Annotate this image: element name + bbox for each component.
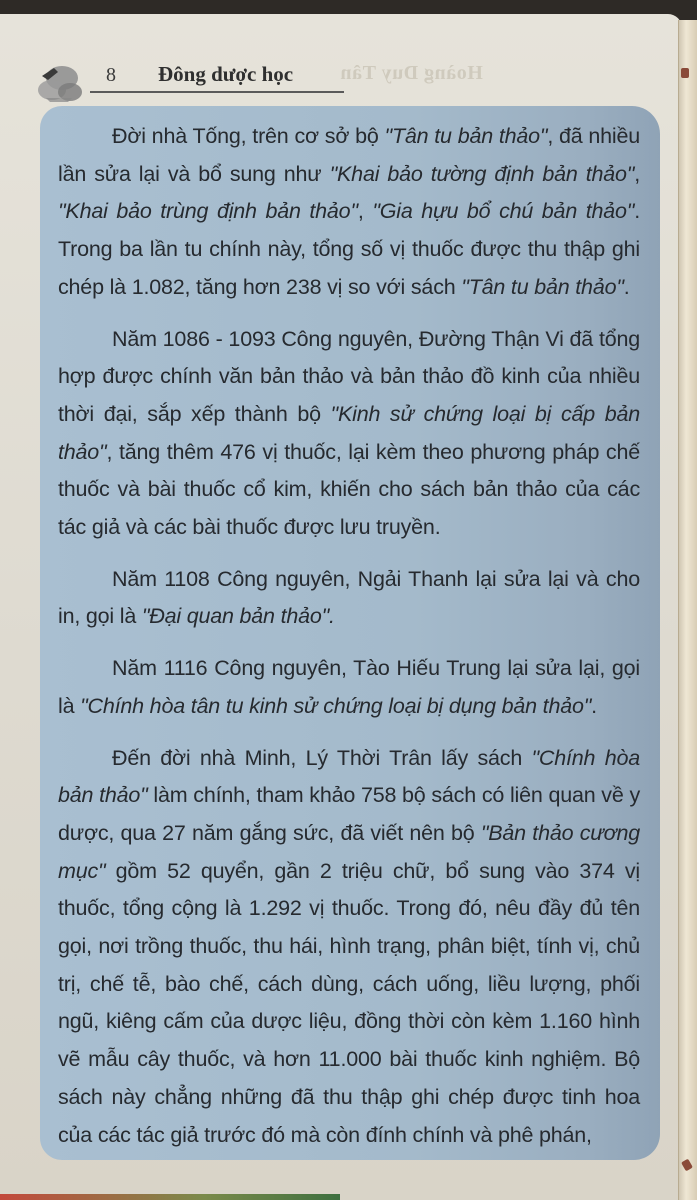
text-run: . Trong ba lần tu chính này, tổng số vị thuốc được thu thập ghi chép là 1.082, tăng hơn 238 vị so với sách xyxy=(58,199,641,299)
running-title: Đông dược học xyxy=(158,62,294,86)
text-run: Đến đời nhà Minh, Lý Thời Trân lấy sách xyxy=(112,745,532,770)
book-title-italic: "Đại quan bản thảo". xyxy=(141,604,335,629)
book-title-italic: "Kinh sử chứng loại bị cấp bản thảo" xyxy=(58,401,640,464)
text-run: , xyxy=(634,161,640,186)
text-run: làm chính, tham khảo 758 bộ sách có liên quan về y dược, qua 27 năm gắng sức, đã viết nên bộ xyxy=(58,783,640,845)
text-run: . xyxy=(591,693,597,718)
book-title-italic: "Chính hòa bản thảo" xyxy=(58,745,640,808)
body-paragraph xyxy=(58,118,640,307)
text-run: Năm 1116 Công nguyên, Tào Hiếu Trung lại sửa lại, gọi là xyxy=(58,656,640,718)
text-run: Năm 1086 - 1093 Công nguyên, Đường Thận Vi đã tổng hợp được chính văn bản thảo và bản thảo đồ kinh của nhiều thời đại, sắp xếp thành bộ xyxy=(58,326,640,426)
text-run: Năm 1108 Công nguyên, Ngải Thanh lại sửa lại và cho in, gọi là xyxy=(58,566,640,629)
text-run: Đời nhà Tống, trên cơ sở bộ xyxy=(112,124,385,148)
book-title-italic: "Gia hựu bổ chú bản thảo" xyxy=(372,199,635,224)
herbal-ornament-icon xyxy=(32,58,86,104)
highlight-box xyxy=(40,106,660,1160)
book-title-italic: "Bản thảo cương mục" xyxy=(58,820,640,883)
cover-edge xyxy=(0,1194,340,1200)
book-title-italic: "Khai bảo tường định bản thảo" xyxy=(329,161,635,186)
book-title-italic: "Tân tu bản thảo" xyxy=(384,124,548,148)
bookmark-marker-top xyxy=(681,68,689,78)
page-number: 8 xyxy=(106,64,116,86)
bleed-through-text: Hoàng Duy Tân xyxy=(340,62,483,84)
body-paragraph xyxy=(58,650,640,725)
text-run: , tăng thêm 476 vị thuốc, lại kèm theo phương pháp chế thuốc và bài thuốc cổ kim, khiến cho sách bản thảo của các tác giả và các bài thuốc được lưu truyền. xyxy=(58,439,640,540)
body-paragraph xyxy=(58,740,640,1155)
text-run: gồm 52 quyển, gần 2 triệu chữ, bổ sung vào 374 vị thuốc, tổng cộng là 1.292 vị thuốc. Trong đó, nêu đầy đủ tên gọi, nơi trồng thuốc, thu hái, hình trạng, phân biệt, tính vị, chủ trị, chế tễ, bào chế, cách dùng, cách uống, liều lượng, phối ngũ, kiêng cấm của dược liệu, đồng thời còn kèm 1.160 hình vẽ mẫu cây thuốc, và hơn 11.000 bài thuốc kinh nghiệm. Bộ sách này chẳng những đã thu thập ghi chép được tinh hoa của các tác giả trước đó mà còn đính chính và phê phán, xyxy=(58,858,640,1147)
book-page xyxy=(0,14,682,1200)
body-paragraph xyxy=(58,561,640,636)
body-paragraph xyxy=(58,321,640,547)
page-edge xyxy=(678,20,697,1200)
book-title-italic: "Tân tu bản thảo" xyxy=(461,274,624,299)
page-header xyxy=(30,58,330,104)
text-run: . xyxy=(623,274,630,299)
text-run: , đã nhiều lần sửa lại và bổ sung như xyxy=(58,124,640,186)
book-title-italic: "Chính hòa tân tu kinh sử chứng loại bị dụng bản thảo" xyxy=(80,693,592,718)
book-title-italic: "Khai bảo trùng định bản thảo" xyxy=(58,199,358,224)
text-run: , xyxy=(357,199,373,224)
header-rule xyxy=(90,91,344,93)
